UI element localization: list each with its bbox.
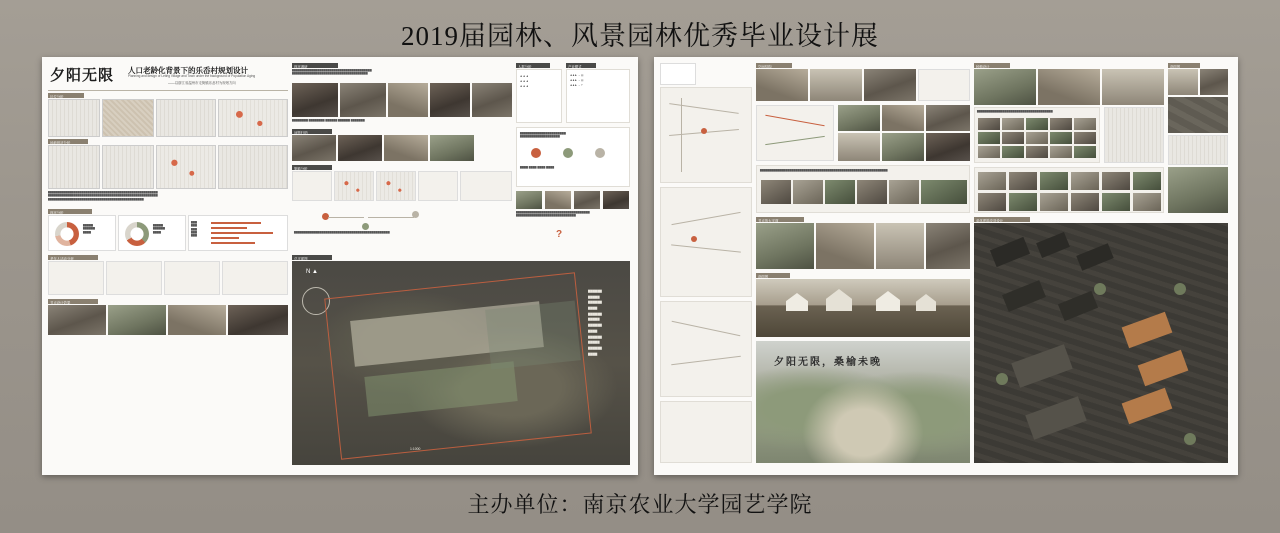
strategy-diagram-1 — [292, 171, 332, 201]
location-map-1 — [48, 99, 100, 137]
analysis-paragraph: ▇▇▇▇▇▇▇▇▇▇▇▇▇▇▇▇▇▇▇▇▇▇▇▇▇▇▇▇▇▇▇▇▇▇▇▇▇▇▇▇▇▇▇▇▇▇▇▇▇▇▇▇▇▇▇ ▇▇▇▇▇▇▇▇▇▇▇▇▇▇▇▇▇▇▇▇▇▇▇▇▇▇▇▇▇▇▇▇▇▇▇▇▇▇▇▇▇▇▇▇▇▇▇▇▇▇▇▇▇▇▇ ▇▇▇▇▇▇▇▇▇▇▇▇▇▇▇▇▇▇▇▇▇▇▇▇▇▇▇▇▇▇▇▇▇▇▇▇▇▇▇▇▇▇▇▇▇▇▇▇ — [48, 191, 158, 201]
elderly-diagram-3 — [164, 261, 220, 295]
section-house-4 — [916, 294, 936, 311]
node-render-1 — [838, 105, 880, 131]
building-satellite-map — [974, 223, 1228, 463]
strategy-diagram-4 — [418, 171, 458, 201]
node-photo-2 — [108, 305, 166, 335]
survey-photo-1 — [292, 83, 338, 117]
node-render-6 — [926, 133, 970, 161]
section-label-planting: 种植设计 — [974, 63, 1010, 68]
section-label-masterplan: 总平面图 — [292, 255, 332, 260]
planting-swatch-grid: ▇▇▇▇▇▇▇▇▇▇▇▇▇▇▇▇▇▇▇▇▇▇▇▇▇▇▇▇▇▇▇▇▇▇▇▇▇▇ — [974, 107, 1100, 163]
target-diagram: ▇▇▇▇▇▇▇▇▇▇▇▇▇▇▇▇▇▇▇▇▇▇▇ ▇▇▇▇▇▇▇▇▇▇▇▇▇▇▇▇▇▇▇▇ ▇▇▇▇ ▇▇▇▇ ▇▇▇▇ ▇▇▇▇ — [516, 127, 630, 187]
elderly-diagram-1 — [48, 261, 104, 295]
logo-block — [660, 63, 696, 85]
section-house-2 — [826, 289, 852, 311]
survey-captions: ▇▇▇▇▇▇▇▇ ▇▇▇▇▇▇▇▇ ▇▇▇▇▇▇ ▇▇▇▇▇▇ ▇▇▇▇▇▇▇ — [292, 119, 365, 122]
node-render-5 — [882, 133, 924, 161]
elderly-diagram-4 — [222, 261, 288, 295]
furniture-icons — [974, 167, 1164, 213]
poster-main-title: 夕阳无限 — [50, 68, 115, 84]
node-detail-render-3 — [876, 223, 924, 269]
location-map-2 — [102, 99, 154, 137]
survey-photo-5 — [472, 83, 512, 117]
strategy-icon-1 — [516, 191, 542, 209]
industry-diagram: ♟♟♟ → ▤ ♟♟♟ → ▤ ♟♟♟ → ? — [566, 69, 630, 123]
node-render-3 — [926, 105, 970, 131]
site-map-3 — [156, 145, 216, 189]
section-label-elderly: 老年人活动分析 — [48, 255, 98, 260]
poster-subtitle-en: Planning and design of Leting Village and Town under the background of Population Aging — [128, 74, 256, 78]
poster-right-body — [654, 57, 1238, 475]
section-label-status: 现状分析 — [48, 209, 92, 214]
node-detail-render-1 — [756, 223, 814, 269]
context-aerial-1 — [1168, 97, 1228, 133]
hero-aerial-render — [756, 341, 970, 463]
donut-chart-1: ▇▇▇▇▇ ▇▇▇▇▇▇ ▇▇▇▇ — [48, 215, 116, 251]
node-photo-1 — [48, 305, 106, 335]
node-render-2 — [882, 105, 924, 131]
node-render-4 — [838, 133, 880, 161]
section-label-section: 剖面图 — [756, 273, 790, 278]
site-map-2 — [102, 145, 154, 189]
section-label-building: 单体建筑改造设计 — [974, 217, 1030, 222]
planting-photo-3 — [1102, 69, 1164, 105]
structure-render-1 — [756, 69, 808, 101]
section-label-strategy: 策略分析 — [292, 165, 332, 170]
poster-tagline: ——以浙江省温州市走街镇乐岙村为规划方向 — [168, 81, 236, 85]
node-photo-4 — [228, 305, 288, 335]
planting-plan — [1104, 107, 1164, 163]
site-map-4 — [218, 145, 288, 189]
current-text: ▇▇▇▇▇▇▇▇▇▇▇▇▇▇▇▇▇▇▇▇▇▇▇▇▇▇▇▇▇▇▇▇▇▇▇▇▇▇▇▇ ▇▇▇▇▇▇▇▇▇▇▇▇▇▇▇▇▇▇▇▇▇▇▇▇▇▇▇▇▇▇▇▇▇▇▇▇▇▇ — [292, 69, 372, 76]
section-label-context: 剖面图 — [1168, 63, 1200, 68]
structure-render-3 — [864, 69, 916, 101]
circulation-plan — [756, 105, 834, 161]
plan-legend: ▇▇▇▇▇▇ ▇▇▇▇▇ ▇▇▇▇▇▇ ▇▇▇▇ ▇▇▇▇▇▇ ▇▇▇▇▇ ▇▇▇▇▇▇ ▇▇▇▇ ▇▇▇▇▇▇ ▇▇▇▇▇ ▇▇▇▇▇▇ ▇▇▇▇ — [588, 289, 602, 356]
context-photo-1 — [1168, 69, 1198, 95]
page-title: 2019届园林、风景园林优秀毕业设计展 — [401, 21, 879, 51]
strategy-diagram-3 — [376, 171, 416, 201]
planting-photo-2 — [1038, 69, 1100, 105]
section-label-issue: 问题归纳 — [292, 129, 332, 134]
location-map-3 — [156, 99, 216, 137]
survey-photo-3 — [388, 83, 428, 117]
section-drawing — [756, 279, 970, 337]
poster-left-header — [48, 63, 288, 89]
structure-diagram-1 — [918, 69, 970, 101]
node-plan-left-3 — [660, 401, 752, 463]
elderly-diagram-2 — [106, 261, 162, 295]
section-label-location: 区位分析 — [48, 93, 84, 98]
section-label-people: 人群分析 — [516, 63, 550, 68]
section-label-site: 场地现状分析 — [48, 139, 88, 144]
poster-subtitle: 人口老龄化背景下的乐岙村规划设计 — [128, 66, 248, 75]
context-photo-2 — [1200, 69, 1228, 95]
location-map-4 — [218, 99, 288, 137]
section-house-1 — [786, 293, 808, 311]
node-photo-3 — [168, 305, 226, 335]
organizer-footer: 主办单位：南京农业大学园艺学院 — [467, 492, 813, 517]
analysis-text-block — [48, 191, 288, 207]
context-photo-3 — [1168, 167, 1228, 213]
strategy-icon-3 — [574, 191, 600, 209]
section-label-node-plan: 节点放大平面 — [756, 217, 804, 222]
concept-diagram: ▇▇▇▇▇▇▇▇▇▇▇▇▇▇▇▇▇▇▇▇▇▇▇▇▇▇▇▇▇▇▇▇▇▇▇▇▇▇▇▇▇▇▇▇▇▇▇▇ — [292, 205, 512, 251]
strategy-icon-4 — [603, 191, 629, 209]
issue-photo-4 — [430, 135, 474, 161]
plan-scale-label: 1:1000 — [410, 447, 421, 451]
strategy-diagram-5 — [460, 171, 512, 201]
north-arrow-icon: N ▲ — [306, 269, 318, 275]
analysis-strip: ▇▇▇▇▇▇▇▇▇▇▇▇▇▇▇▇▇▇▇▇▇▇▇▇▇▇▇▇▇▇▇▇▇▇▇▇▇▇▇▇▇▇▇▇▇▇▇▇▇▇▇▇▇▇▇▇▇▇▇▇▇▇▇▇ — [756, 165, 970, 213]
planting-photo-1 — [974, 69, 1036, 105]
issue-photo-3 — [384, 135, 428, 161]
poster-left-body — [42, 57, 638, 475]
strategy-icons: ▇▇▇▇▇▇▇▇▇▇▇▇▇▇▇▇▇▇▇▇▇▇▇▇▇▇▇▇▇▇▇▇▇▇▇▇▇ ▇▇▇▇▇▇▇▇▇▇▇▇▇▇▇▇▇▇▇▇▇▇▇▇▇▇▇▇▇▇ ? — [516, 191, 630, 251]
structure-render-2 — [810, 69, 862, 101]
section-label-structure: 空间结构 — [756, 63, 792, 68]
site-map-1 — [48, 145, 100, 189]
section-label-nodes: 节点设计效果 — [48, 299, 98, 304]
header-divider — [48, 90, 288, 91]
node-plan-left-1 — [660, 187, 752, 297]
node-detail-render-2 — [816, 223, 874, 269]
survey-photo-4 — [430, 83, 470, 117]
section-label-industry: 产业模式 — [566, 63, 596, 68]
donut-chart-2: ▇▇▇▇▇ ▇▇▇▇▇▇ ▇▇▇▇ — [118, 215, 186, 251]
issue-photo-2 — [338, 135, 382, 161]
masterplan-image — [292, 261, 630, 465]
section-label-current: 现状调研 — [292, 63, 338, 68]
poster-left[interactable] — [42, 57, 638, 475]
people-diagram: ♟ ♟ ♟ ♟ ♟ ♟ ♟ ♟ ♟ — [516, 69, 562, 123]
question-mark-icon: ? — [556, 229, 563, 240]
node-detail-render-4 — [926, 223, 970, 269]
context-map-1 — [1168, 135, 1228, 165]
survey-photo-2 — [340, 83, 386, 117]
poster-right[interactable] — [654, 57, 1238, 475]
issue-photo-1 — [292, 135, 336, 161]
section-house-3 — [876, 291, 900, 311]
structure-plan-1 — [660, 87, 752, 183]
strategy-icon-2 — [545, 191, 571, 209]
plan-water-block — [485, 300, 581, 369]
strategy-diagram-2 — [334, 171, 374, 201]
render-title: 夕阳无限，桑榆未晚 — [774, 357, 882, 368]
bar-chart-1: ▇▇▇ ▇▇▇ ▇▇▇ ▇▇▇ ▇▇▇ — [188, 215, 288, 251]
node-plan-left-2 — [660, 301, 752, 397]
